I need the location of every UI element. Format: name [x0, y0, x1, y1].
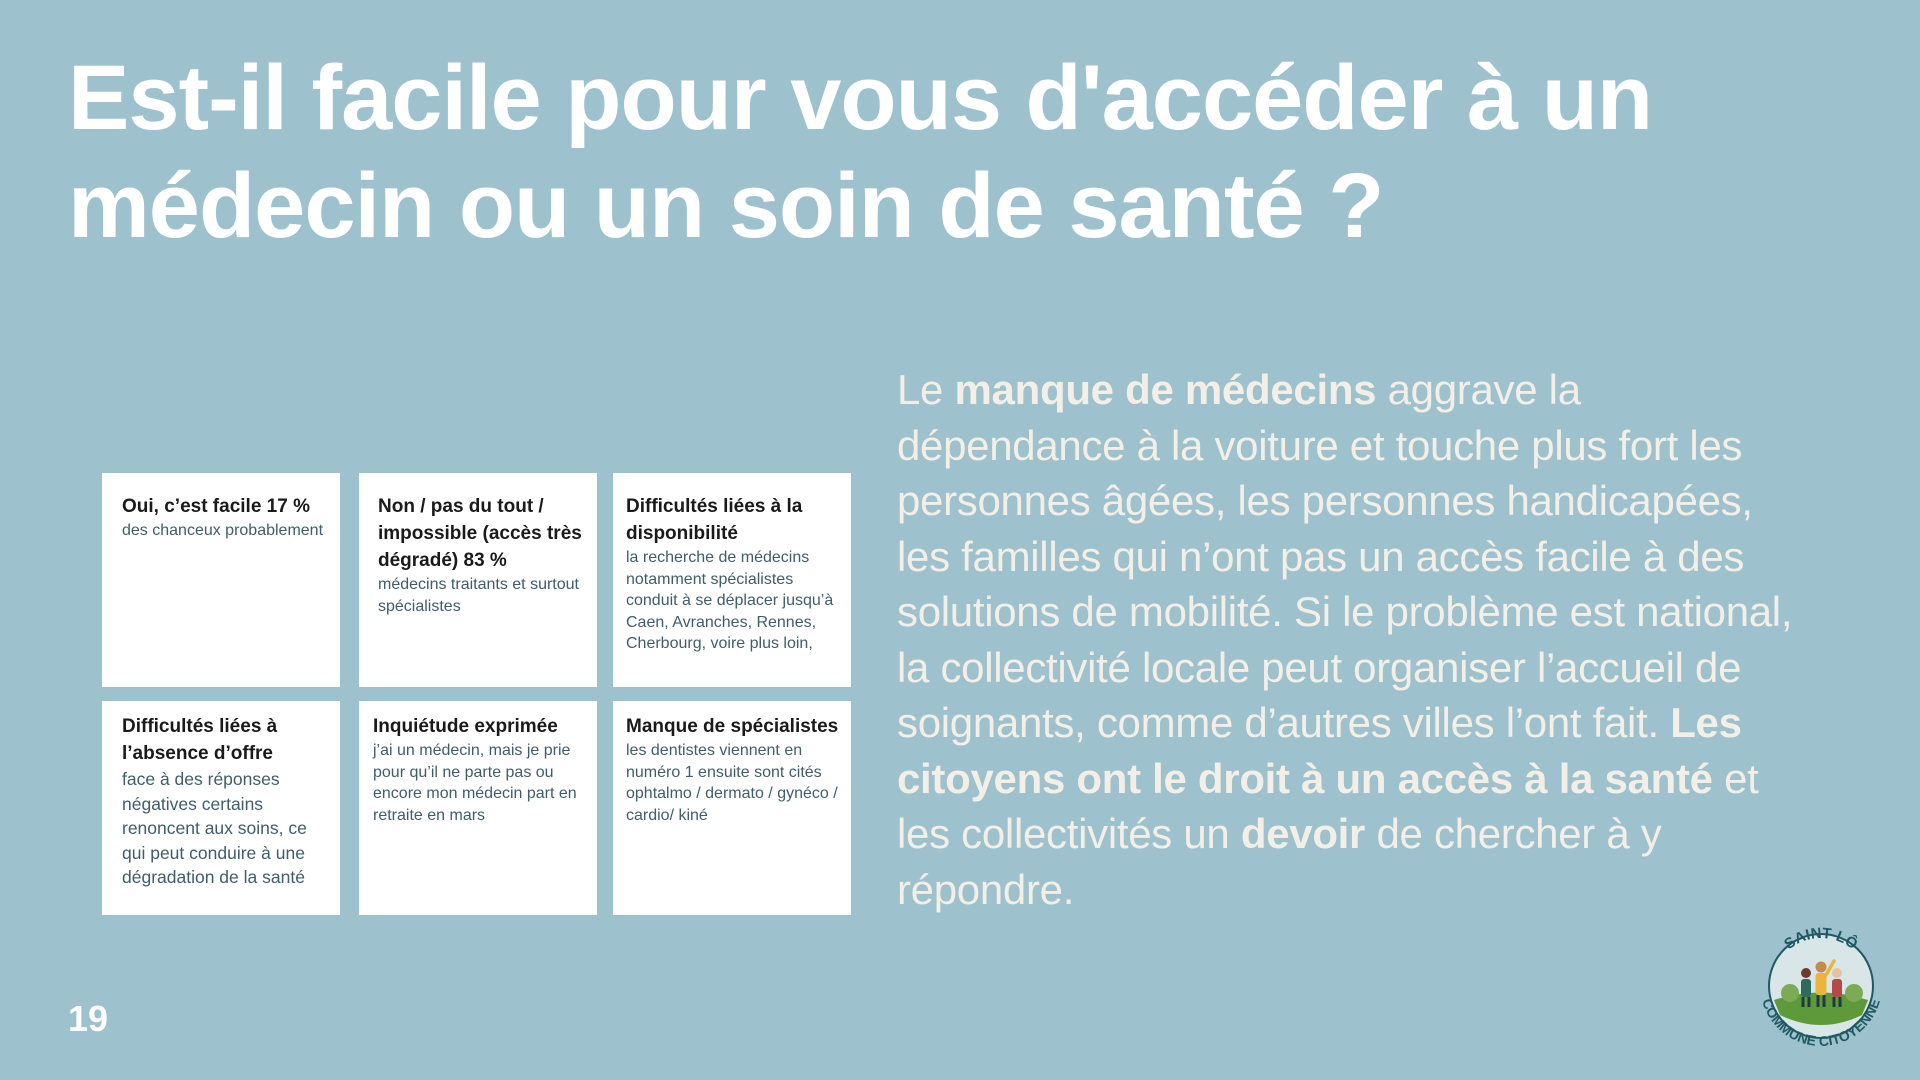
- card-body: face à des réponses négatives certains renoncent aux soins, ce qui peut conduire à une dégradation de la santé: [122, 769, 307, 887]
- card-body: j’ai un médecin, mais je prie pour qu’il ne parte pas ou encore mon médecin part en retraite en mars: [373, 742, 577, 824]
- logo-tree: [1781, 984, 1799, 1002]
- summary-paragraph: [897, 362, 1797, 917]
- card-body: la recherche de médecins notamment spécialistes conduit à se déplacer jusqu’à Caen, Avranches, Rennes, Cherbourg, voire plus loin,: [626, 549, 834, 652]
- para-text: de chercher à y répondre.: [897, 810, 1662, 913]
- para-bold: devoir: [1240, 810, 1366, 857]
- card-body: des chanceux probablement: [122, 522, 324, 539]
- card-title: Difficultés liées à la disponibilité: [626, 496, 803, 544]
- card-easy: [102, 473, 340, 687]
- logo-text-top: SAINT-LÔ: [1781, 924, 1861, 954]
- card-body: médecins traitants et surtout spécialistes: [378, 576, 579, 615]
- para-text: aggrave la dépendance à la voiture et touche plus fort les personnes âgées, les personnes handicapées, les familles qui n’ont pas un accès facile à des solutions de mobilité. Si le problème est national, la collectivité locale peut organiser l’accueil de soignants, comme d’autres villes l’ont fait.: [897, 366, 1793, 746]
- para-text: et les collectivités un: [897, 754, 1759, 857]
- card-title: Oui, c’est facile 17 %: [122, 496, 310, 517]
- para-text: Le: [897, 366, 955, 413]
- card-title: Inquiétude exprimée: [373, 716, 558, 737]
- card-not-easy: [359, 473, 597, 687]
- card-body: les dentistes viennent en numéro 1 ensuite sont cités ophtalmo / dermato / gynéco / cardio/ kiné: [626, 742, 838, 824]
- slide-title: Est-il facile pour vous d'accéder à un médecin ou un soin de santé ?: [68, 47, 1653, 257]
- card-no-offer: [102, 701, 340, 915]
- page-number: 19: [68, 998, 109, 1039]
- card-availability: [613, 473, 851, 687]
- para-bold: manque de médecins: [954, 366, 1377, 413]
- card-title: Non / pas du tout / impossible (accès très dégradé) 83 %: [378, 496, 582, 571]
- logo-tree: [1845, 984, 1863, 1002]
- para-bold: Les citoyens ont le droit à un accès à la santé: [897, 699, 1742, 802]
- card-title: Difficultés liées à l’absence d’offre: [122, 716, 278, 764]
- card-specialists: [613, 701, 851, 915]
- saint-lo-logo: [1750, 915, 1892, 1057]
- card-worry: [359, 701, 597, 915]
- card-title: Manque de spécialistes: [626, 716, 839, 737]
- logo-text-bottom: COMMUNE CITOYENNE: [1759, 996, 1883, 1050]
